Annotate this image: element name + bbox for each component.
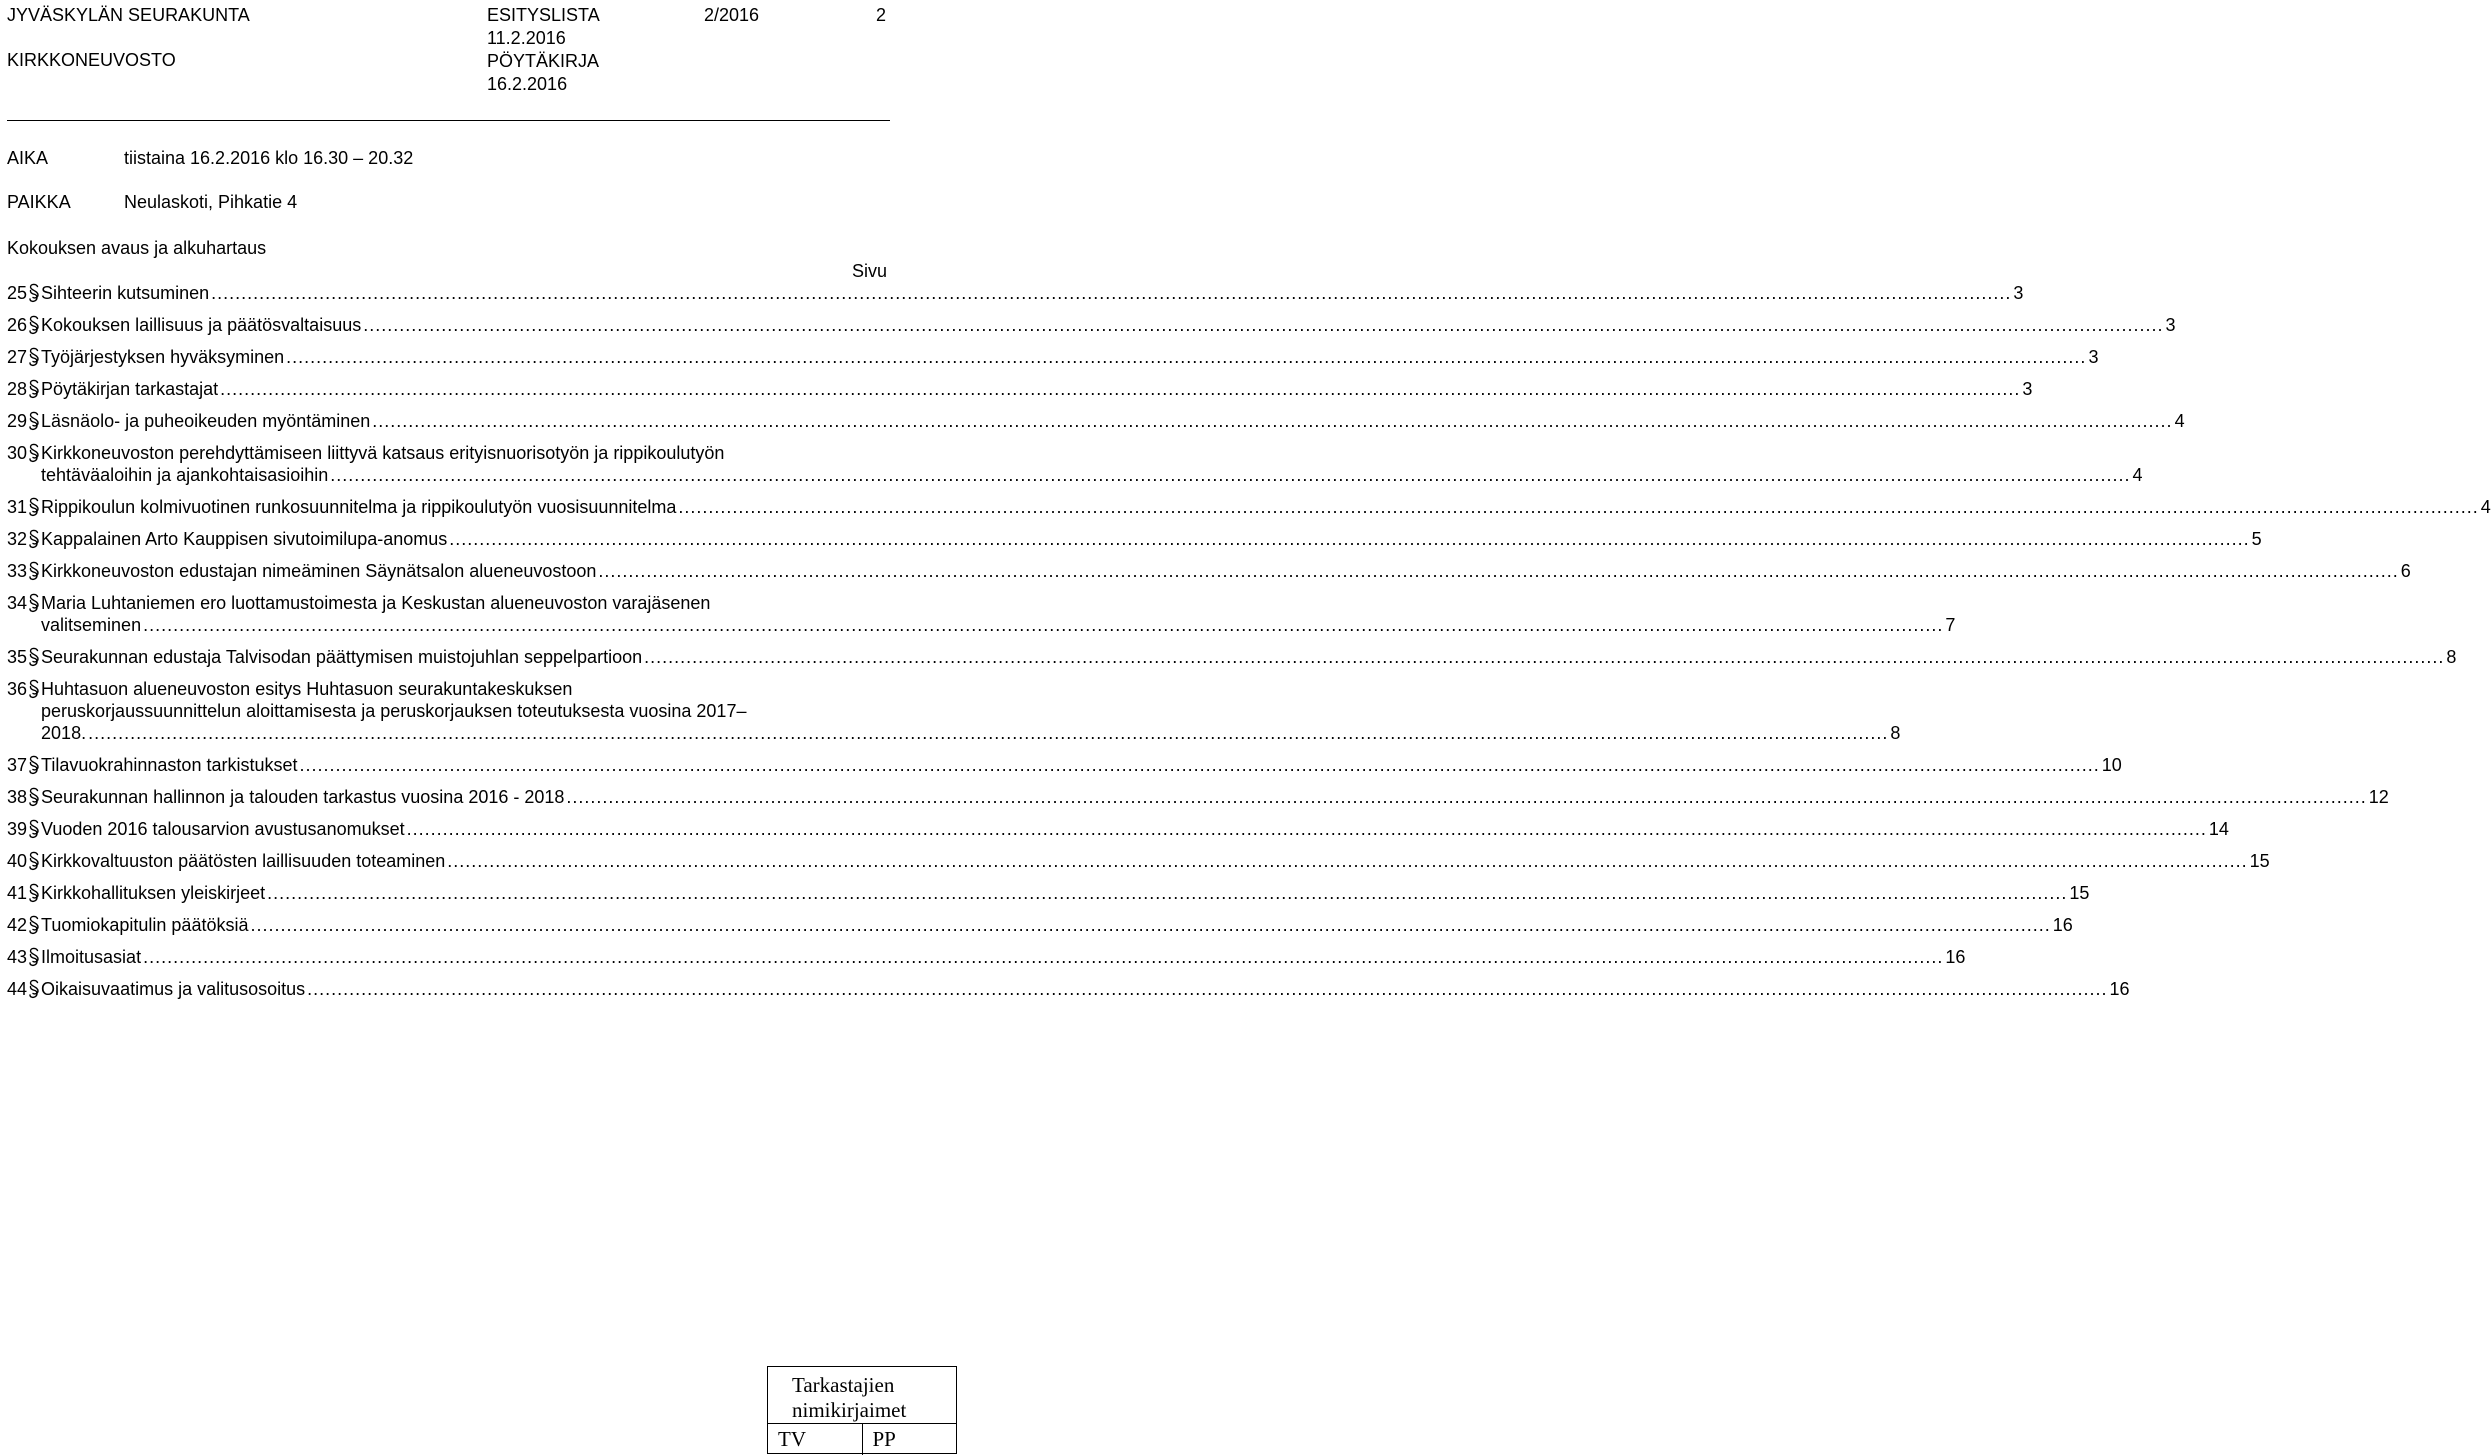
section-number: 30 (7, 443, 28, 463)
dot-leader: ............................................................................................................................................................................................................................................................................................................ (406, 819, 2207, 839)
section-sign-icon (27, 946, 41, 968)
section-sign-icon (27, 914, 41, 936)
minutes-label: PÖYTÄKIRJA (487, 51, 600, 71)
table-of-contents (7, 282, 2491, 1010)
toc-entry-page: 14 (2208, 819, 2229, 839)
time-label: AIKA (7, 148, 49, 168)
dot-leader: ............................................................................................................................................................................................................................................................................................................ (286, 347, 2087, 367)
toc-entry-page: 16 (2052, 915, 2073, 935)
toc-entry-title: Oikaisuvaatimus ja valitusosoitus (41, 979, 306, 999)
toc-entry-title-line: Kirkkoneuvoston perehdyttämiseen liittyvä katsaus erityisnuorisotyön ja rippikoulutyön (41, 443, 725, 463)
dot-leader: ............................................................................................................................................................................................................................................................................................................ (447, 851, 2248, 871)
toc-entry-page: 6 (2400, 561, 2411, 581)
toc-entry-title: Rippikoulun kolmivuotinen runkosuunnitelma ja rippikoulutyön vuosisuunnitelma (41, 497, 677, 517)
toc-entry-page: 4 (2174, 411, 2185, 431)
dot-leader: ............................................................................................................................................................................................................................................................................................................ (330, 465, 2131, 485)
section-number: 39 (7, 819, 28, 839)
dot-leader: ............................................................................................................................................................................................................................................................................................................ (372, 411, 2173, 431)
toc-entry-title-line: peruskorjaussuunnittelun aloittamisesta ja peruskorjauksen toteutuksesta vuosina 2017– (41, 701, 747, 721)
time-value: tiistaina 16.2.2016 klo 16.30 – 20.32 (124, 148, 414, 168)
toc-entry-page: 3 (2013, 283, 2024, 303)
section-sign-icon (27, 560, 41, 582)
dot-leader: ............................................................................................................................................................................................................................................................................................................ (307, 979, 2108, 999)
toc-entry-title-line: Huhtasuon alueneuvoston esitys Huhtasuon seurakuntakeskuksen (41, 679, 573, 699)
document-number: 2/2016 (704, 5, 760, 25)
toc-entry (7, 914, 2073, 936)
dot-leader: ............................................................................................................................................................................................................................................................................................................ (678, 497, 2479, 517)
toc-entry-page: 15 (2249, 851, 2270, 871)
toc-entry-page: 15 (2069, 883, 2090, 903)
signature-box (767, 1366, 957, 1454)
organization-name: JYVÄSKYLÄN SEURAKUNTA (7, 5, 250, 25)
body-name: KIRKKONEUVOSTO (7, 50, 176, 70)
toc-entry-page: 3 (2088, 347, 2099, 367)
dot-leader: ............................................................................................................................................................................................................................................................................................................ (250, 915, 2051, 935)
toc-entry (7, 818, 2229, 840)
toc-entry (7, 786, 2389, 808)
toc-entry-title-line: Maria Luhtaniemen ero luottamustoimesta ja Keskustan alueneuvoston varajäsenen (41, 593, 711, 613)
section-number: 40 (7, 851, 28, 871)
toc-entry (7, 592, 1956, 636)
toc-entry (7, 346, 2099, 368)
signature-box-title: Tarkastajien nimikirjaimet (792, 1373, 907, 1422)
dot-leader: ............................................................................................................................................................................................................................................................................................................ (363, 315, 2164, 335)
section-sign-icon (27, 410, 41, 432)
agenda-label: ESITYSLISTA (487, 5, 600, 25)
page-column-header: Sivu (851, 261, 887, 281)
section-number: 34 (7, 593, 28, 613)
toc-entry-page: 10 (2101, 755, 2122, 775)
dot-leader: ............................................................................................................................................................................................................................................................................................................ (143, 615, 1944, 635)
toc-entry-title: Työjärjestyksen hyväksyminen (41, 347, 285, 367)
initials-cell-1: TV (778, 1427, 806, 1451)
toc-entry (7, 978, 2130, 1000)
dot-leader: ............................................................................................................................................................................................................................................................................................................ (267, 883, 2068, 903)
toc-entry-page: 8 (2446, 647, 2457, 667)
section-number: 44 (7, 979, 28, 999)
section-sign-icon (27, 378, 41, 400)
toc-entry-title: Ilmoitusasiat (41, 947, 142, 967)
dot-leader: ............................................................................................................................................................................................................................................................................................................ (211, 283, 2012, 303)
section-number: 32 (7, 529, 28, 549)
section-sign-icon (27, 818, 41, 840)
toc-entry (7, 442, 2143, 486)
toc-entry (7, 754, 2122, 776)
toc-entry-title: Kirkkovaltuuston päätösten laillisuuden toteaminen (41, 851, 446, 871)
toc-entry-title: Seurakunnan edustaja Talvisodan päättymisen muistojuhlan seppelpartioon (41, 647, 643, 667)
dot-leader: ............................................................................................................................................................................................................................................................................................................ (566, 787, 2367, 807)
toc-entry-title: Kappalainen Arto Kauppisen sivutoimilupa-anomus (41, 529, 448, 549)
section-number: 27 (7, 347, 28, 367)
section-number: 37 (7, 755, 28, 775)
opening-line: Kokouksen avaus ja alkuhartaus (7, 238, 267, 258)
minutes-date: 16.2.2016 (487, 74, 568, 94)
initials-cell-2: PP (862, 1424, 957, 1455)
toc-entry (7, 678, 1901, 744)
toc-entry-page: 4 (2480, 497, 2491, 517)
dot-leader: ............................................................................................................................................................................................................................................................................................................ (143, 947, 1944, 967)
toc-entry-title: Läsnäolo- ja puheoikeuden myöntäminen (41, 411, 371, 431)
toc-entry-title: Kirkkoneuvoston edustajan nimeäminen Säynätsalon alueneuvostoon (41, 561, 597, 581)
section-sign-icon (27, 850, 41, 872)
place-value: Neulaskoti, Pihkatie 4 (124, 192, 298, 212)
section-sign-icon (27, 754, 41, 776)
section-sign-icon (27, 646, 41, 668)
section-sign-icon (27, 282, 41, 304)
section-number: 41 (7, 883, 28, 903)
section-number: 29 (7, 411, 28, 431)
toc-entry-title: Tuomiokapitulin päätöksiä (41, 915, 249, 935)
page-number: 2 (876, 5, 887, 25)
section-number: 43 (7, 947, 28, 967)
dot-leader: ............................................................................................................................................................................................................................................................................................................ (644, 647, 2445, 667)
toc-entry-title: Vuoden 2016 talousarvion avustusanomukset (41, 819, 405, 839)
toc-entry-page: 3 (2165, 315, 2176, 335)
section-sign-icon (27, 314, 41, 336)
toc-entry-title: 2018. (41, 723, 87, 743)
section-sign-icon (27, 978, 41, 1000)
dot-leader: ............................................................................................................................................................................................................................................................................................................ (220, 379, 2021, 399)
toc-entry-title: Sihteerin kutsuminen (41, 283, 210, 303)
section-number: 26 (7, 315, 28, 335)
toc-entry-page: 16 (1945, 947, 1966, 967)
toc-entry-page: 3 (2022, 379, 2033, 399)
toc-entry-title: Seurakunnan hallinnon ja talouden tarkastus vuosina 2016 - 2018 (41, 787, 565, 807)
dot-leader: ............................................................................................................................................................................................................................................................................................................ (299, 755, 2100, 775)
toc-entry (7, 850, 2270, 872)
section-number: 38 (7, 787, 28, 807)
section-number: 25 (7, 283, 28, 303)
section-number: 28 (7, 379, 28, 399)
toc-entry-title: valitseminen (41, 615, 142, 635)
toc-entry (7, 560, 2411, 582)
toc-entry (7, 528, 2262, 550)
toc-entry (7, 946, 1966, 968)
section-sign-icon (27, 346, 41, 368)
toc-entry (7, 314, 2176, 336)
dot-leader: ............................................................................................................................................................................................................................................................................................................ (88, 723, 1889, 743)
toc-entry-title: Kokouksen laillisuus ja päätösvaltaisuus (41, 315, 362, 335)
section-number: 42 (7, 915, 28, 935)
toc-entry-page: 8 (1890, 723, 1901, 743)
toc-entry (7, 882, 2090, 904)
toc-entry (7, 646, 2457, 668)
toc-entry-page: 16 (2109, 979, 2130, 999)
toc-entry (7, 496, 2491, 518)
section-number: 33 (7, 561, 28, 581)
toc-entry-page: 4 (2132, 465, 2143, 485)
toc-entry-page: 12 (2368, 787, 2389, 807)
toc-entry-title: Kirkkohallituksen yleiskirjeet (41, 883, 266, 903)
section-sign-icon (27, 882, 41, 904)
toc-entry (7, 282, 2024, 304)
toc-entry (7, 378, 2033, 400)
section-sign-icon (27, 592, 41, 614)
section-number: 35 (7, 647, 28, 667)
section-sign-icon (27, 528, 41, 550)
toc-entry (7, 410, 2185, 432)
dot-leader: ............................................................................................................................................................................................................................................................................................................ (598, 561, 2399, 581)
place-label: PAIKKA (7, 192, 71, 212)
toc-entry-title: Pöytäkirjan tarkastajat (41, 379, 219, 399)
toc-entry-page: 5 (2251, 529, 2262, 549)
section-sign-icon (27, 786, 41, 808)
section-number: 36 (7, 679, 28, 699)
section-sign-icon (27, 678, 41, 700)
toc-entry-title: Tilavuokrahinnaston tarkistukset (41, 755, 298, 775)
header-divider (7, 120, 890, 121)
section-sign-icon (27, 442, 41, 464)
dot-leader: ............................................................................................................................................................................................................................................................................................................ (449, 529, 2250, 549)
toc-entry-title: tehtäväaloihin ja ajankohtaisasioihin (41, 465, 329, 485)
section-number: 31 (7, 497, 28, 517)
section-sign-icon (27, 496, 41, 518)
agenda-date: 11.2.2016 (487, 28, 566, 48)
toc-entry-page: 7 (1945, 615, 1956, 635)
